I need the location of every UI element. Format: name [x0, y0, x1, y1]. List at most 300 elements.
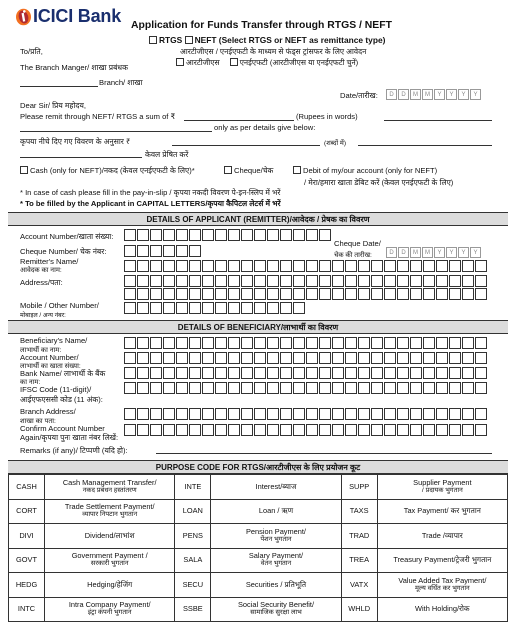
- char-box[interactable]: [371, 367, 383, 379]
- char-box[interactable]: [345, 275, 357, 287]
- char-box[interactable]: [163, 352, 175, 364]
- char-box[interactable]: [319, 288, 331, 300]
- char-box[interactable]: [267, 229, 279, 241]
- char-box[interactable]: [358, 382, 370, 394]
- char-box[interactable]: [462, 424, 474, 436]
- char-box[interactable]: [293, 408, 305, 420]
- char-box[interactable]: [254, 352, 266, 364]
- char-box[interactable]: [306, 229, 318, 241]
- char-box[interactable]: [293, 288, 305, 300]
- char-box[interactable]: [345, 408, 357, 420]
- char-box[interactable]: [384, 260, 396, 272]
- char-box[interactable]: [137, 367, 149, 379]
- char-box[interactable]: [306, 367, 318, 379]
- char-box[interactable]: [163, 288, 175, 300]
- char-box[interactable]: [319, 352, 331, 364]
- char-box[interactable]: [384, 408, 396, 420]
- char-box[interactable]: [189, 424, 201, 436]
- hindi-amount-field[interactable]: [172, 145, 320, 146]
- char-box[interactable]: [449, 367, 461, 379]
- char-box[interactable]: [137, 408, 149, 420]
- char-box[interactable]: [384, 382, 396, 394]
- char-box[interactable]: [189, 288, 201, 300]
- char-box[interactable]: [475, 408, 487, 420]
- char-box[interactable]: [202, 382, 214, 394]
- ifsc-boxes[interactable]: [124, 382, 488, 394]
- char-box[interactable]: [319, 382, 331, 394]
- char-box[interactable]: [267, 424, 279, 436]
- char-box[interactable]: [163, 260, 175, 272]
- char-box[interactable]: [436, 260, 448, 272]
- date-box[interactable]: D: [386, 247, 397, 258]
- char-box[interactable]: [124, 229, 136, 241]
- char-box[interactable]: [137, 302, 149, 314]
- char-box[interactable]: [319, 275, 331, 287]
- char-box[interactable]: [371, 288, 383, 300]
- char-box[interactable]: [319, 367, 331, 379]
- char-box[interactable]: [280, 352, 292, 364]
- char-box[interactable]: [254, 424, 266, 436]
- char-box[interactable]: [306, 337, 318, 349]
- char-box[interactable]: [176, 352, 188, 364]
- char-box[interactable]: [280, 424, 292, 436]
- char-box[interactable]: [124, 337, 136, 349]
- char-box[interactable]: [449, 408, 461, 420]
- char-box[interactable]: [449, 275, 461, 287]
- char-box[interactable]: [215, 382, 227, 394]
- char-box[interactable]: [150, 408, 162, 420]
- char-box[interactable]: [397, 260, 409, 272]
- char-box[interactable]: [332, 424, 344, 436]
- char-box[interactable]: [358, 337, 370, 349]
- char-box[interactable]: [449, 260, 461, 272]
- char-box[interactable]: [332, 352, 344, 364]
- pay-cheque-option[interactable]: [224, 166, 273, 176]
- char-box[interactable]: [293, 352, 305, 364]
- char-box[interactable]: [332, 260, 344, 272]
- char-box[interactable]: [280, 275, 292, 287]
- char-box[interactable]: [306, 352, 318, 364]
- char-box[interactable]: [462, 367, 474, 379]
- char-box[interactable]: [202, 302, 214, 314]
- char-box[interactable]: [137, 337, 149, 349]
- remarks-field[interactable]: [156, 453, 492, 454]
- date-box[interactable]: D: [398, 247, 409, 258]
- char-box[interactable]: [202, 288, 214, 300]
- char-box[interactable]: [254, 367, 266, 379]
- char-box[interactable]: [254, 408, 266, 420]
- char-box[interactable]: [241, 424, 253, 436]
- char-box[interactable]: [410, 408, 422, 420]
- char-box[interactable]: [150, 245, 162, 257]
- char-box[interactable]: [280, 260, 292, 272]
- hindi-words-field[interactable]: [358, 145, 492, 146]
- char-box[interactable]: [332, 367, 344, 379]
- date-box[interactable]: M: [410, 247, 421, 258]
- date-box[interactable]: Y: [470, 89, 481, 100]
- char-box[interactable]: [254, 260, 266, 272]
- char-box[interactable]: [215, 229, 227, 241]
- char-box[interactable]: [254, 302, 266, 314]
- char-box[interactable]: [462, 288, 474, 300]
- char-box[interactable]: [241, 275, 253, 287]
- char-box[interactable]: [423, 352, 435, 364]
- account-number-boxes[interactable]: [124, 229, 332, 241]
- char-box[interactable]: [475, 337, 487, 349]
- char-box[interactable]: [124, 382, 136, 394]
- char-box[interactable]: [280, 302, 292, 314]
- char-box[interactable]: [228, 352, 240, 364]
- char-box[interactable]: [267, 302, 279, 314]
- char-box[interactable]: [228, 382, 240, 394]
- char-box[interactable]: [189, 302, 201, 314]
- date-box[interactable]: M: [422, 89, 433, 100]
- char-box[interactable]: [137, 352, 149, 364]
- char-box[interactable]: [176, 288, 188, 300]
- date-box[interactable]: Y: [446, 89, 457, 100]
- char-box[interactable]: [306, 275, 318, 287]
- char-box[interactable]: [462, 382, 474, 394]
- char-box[interactable]: [423, 424, 435, 436]
- char-box[interactable]: [267, 260, 279, 272]
- char-box[interactable]: [436, 367, 448, 379]
- date-box[interactable]: Y: [446, 247, 457, 258]
- date-box[interactable]: M: [410, 89, 421, 100]
- char-box[interactable]: [228, 367, 240, 379]
- char-box[interactable]: [371, 337, 383, 349]
- char-box[interactable]: [293, 382, 305, 394]
- char-box[interactable]: [397, 288, 409, 300]
- branch-address-boxes[interactable]: [124, 408, 488, 420]
- char-box[interactable]: [436, 408, 448, 420]
- bank-name-boxes[interactable]: [124, 367, 488, 379]
- cash-checkbox[interactable]: [20, 166, 28, 174]
- char-box[interactable]: [449, 382, 461, 394]
- char-box[interactable]: [293, 302, 305, 314]
- char-box[interactable]: [267, 382, 279, 394]
- char-box[interactable]: [215, 337, 227, 349]
- char-box[interactable]: [137, 260, 149, 272]
- char-box[interactable]: [293, 260, 305, 272]
- char-box[interactable]: [436, 382, 448, 394]
- char-box[interactable]: [410, 288, 422, 300]
- char-box[interactable]: [137, 424, 149, 436]
- date-box[interactable]: D: [386, 89, 397, 100]
- char-box[interactable]: [397, 337, 409, 349]
- char-box[interactable]: [371, 424, 383, 436]
- char-box[interactable]: [241, 367, 253, 379]
- char-box[interactable]: [384, 352, 396, 364]
- char-box[interactable]: [267, 352, 279, 364]
- char-box[interactable]: [280, 408, 292, 420]
- char-box[interactable]: [137, 288, 149, 300]
- char-box[interactable]: [241, 337, 253, 349]
- char-box[interactable]: [397, 275, 409, 287]
- char-box[interactable]: [358, 260, 370, 272]
- char-box[interactable]: [371, 260, 383, 272]
- char-box[interactable]: [163, 229, 175, 241]
- char-box[interactable]: [462, 337, 474, 349]
- char-box[interactable]: [462, 352, 474, 364]
- char-box[interactable]: [150, 302, 162, 314]
- char-box[interactable]: [150, 229, 162, 241]
- char-box[interactable]: [397, 352, 409, 364]
- char-box[interactable]: [436, 275, 448, 287]
- char-box[interactable]: [449, 337, 461, 349]
- char-box[interactable]: [293, 275, 305, 287]
- char-box[interactable]: [189, 260, 201, 272]
- char-box[interactable]: [306, 382, 318, 394]
- char-box[interactable]: [475, 260, 487, 272]
- char-box[interactable]: [124, 352, 136, 364]
- char-box[interactable]: [241, 408, 253, 420]
- char-box[interactable]: [280, 367, 292, 379]
- char-box[interactable]: [124, 408, 136, 420]
- char-box[interactable]: [124, 367, 136, 379]
- char-box[interactable]: [423, 288, 435, 300]
- char-box[interactable]: [215, 367, 227, 379]
- char-box[interactable]: [267, 288, 279, 300]
- char-box[interactable]: [189, 352, 201, 364]
- char-box[interactable]: [462, 260, 474, 272]
- char-box[interactable]: [176, 382, 188, 394]
- char-box[interactable]: [475, 382, 487, 394]
- char-box[interactable]: [228, 288, 240, 300]
- char-box[interactable]: [319, 408, 331, 420]
- char-box[interactable]: [228, 424, 240, 436]
- date-box[interactable]: Y: [434, 89, 445, 100]
- char-box[interactable]: [202, 229, 214, 241]
- char-box[interactable]: [228, 275, 240, 287]
- char-box[interactable]: [306, 424, 318, 436]
- char-box[interactable]: [163, 367, 175, 379]
- char-box[interactable]: [449, 288, 461, 300]
- char-box[interactable]: [228, 260, 240, 272]
- char-box[interactable]: [358, 408, 370, 420]
- char-box[interactable]: [163, 408, 175, 420]
- char-box[interactable]: [189, 337, 201, 349]
- char-box[interactable]: [449, 424, 461, 436]
- char-box[interactable]: [228, 229, 240, 241]
- char-box[interactable]: [371, 408, 383, 420]
- char-box[interactable]: [397, 367, 409, 379]
- date-boxes[interactable]: [386, 89, 482, 100]
- char-box[interactable]: [228, 302, 240, 314]
- char-box[interactable]: [176, 424, 188, 436]
- char-box[interactable]: [150, 367, 162, 379]
- char-box[interactable]: [241, 382, 253, 394]
- char-box[interactable]: [345, 382, 357, 394]
- pay-cash-option[interactable]: [20, 166, 195, 176]
- cheque-checkbox[interactable]: [224, 166, 232, 174]
- char-box[interactable]: [280, 337, 292, 349]
- neft-hindi-checkbox[interactable]: [230, 58, 238, 66]
- char-box[interactable]: [163, 424, 175, 436]
- char-box[interactable]: [423, 337, 435, 349]
- char-box[interactable]: [202, 367, 214, 379]
- char-box[interactable]: [202, 337, 214, 349]
- char-box[interactable]: [228, 337, 240, 349]
- char-box[interactable]: [306, 260, 318, 272]
- char-box[interactable]: [410, 275, 422, 287]
- char-box[interactable]: [358, 288, 370, 300]
- date-box[interactable]: Y: [458, 247, 469, 258]
- char-box[interactable]: [475, 367, 487, 379]
- char-box[interactable]: [462, 275, 474, 287]
- char-box[interactable]: [319, 424, 331, 436]
- char-box[interactable]: [150, 382, 162, 394]
- char-box[interactable]: [280, 382, 292, 394]
- char-box[interactable]: [280, 288, 292, 300]
- char-box[interactable]: [267, 275, 279, 287]
- char-box[interactable]: [423, 275, 435, 287]
- char-box[interactable]: [345, 260, 357, 272]
- char-box[interactable]: [371, 275, 383, 287]
- char-box[interactable]: [176, 367, 188, 379]
- char-box[interactable]: [176, 229, 188, 241]
- char-box[interactable]: [410, 367, 422, 379]
- char-box[interactable]: [137, 275, 149, 287]
- char-box[interactable]: [215, 424, 227, 436]
- debit-checkbox[interactable]: [293, 166, 301, 174]
- char-box[interactable]: [176, 337, 188, 349]
- char-box[interactable]: [280, 229, 292, 241]
- char-box[interactable]: [241, 352, 253, 364]
- char-box[interactable]: [163, 337, 175, 349]
- char-box[interactable]: [397, 424, 409, 436]
- char-box[interactable]: [319, 229, 331, 241]
- char-box[interactable]: [202, 408, 214, 420]
- char-box[interactable]: [345, 424, 357, 436]
- char-box[interactable]: [163, 382, 175, 394]
- char-box[interactable]: [137, 245, 149, 257]
- char-box[interactable]: [254, 288, 266, 300]
- char-box[interactable]: [384, 275, 396, 287]
- char-box[interactable]: [358, 275, 370, 287]
- beneficiary-account-boxes[interactable]: [124, 352, 488, 364]
- char-box[interactable]: [384, 424, 396, 436]
- char-box[interactable]: [241, 288, 253, 300]
- char-box[interactable]: [410, 382, 422, 394]
- confirm-account-boxes[interactable]: [124, 424, 488, 436]
- char-box[interactable]: [384, 367, 396, 379]
- rtgs-checkbox[interactable]: [149, 36, 157, 44]
- char-box[interactable]: [176, 275, 188, 287]
- char-box[interactable]: [163, 245, 175, 257]
- char-box[interactable]: [436, 288, 448, 300]
- char-box[interactable]: [124, 424, 136, 436]
- char-box[interactable]: [293, 337, 305, 349]
- char-box[interactable]: [371, 352, 383, 364]
- date-box[interactable]: Y: [458, 89, 469, 100]
- char-box[interactable]: [215, 260, 227, 272]
- date-box[interactable]: D: [398, 89, 409, 100]
- amount-words-field[interactable]: [384, 120, 492, 121]
- char-box[interactable]: [202, 424, 214, 436]
- rtgs-hindi-checkbox[interactable]: [176, 58, 184, 66]
- char-box[interactable]: [371, 382, 383, 394]
- char-box[interactable]: [345, 288, 357, 300]
- amount-words-field-2[interactable]: [20, 131, 212, 132]
- char-box[interactable]: [267, 367, 279, 379]
- char-box[interactable]: [475, 288, 487, 300]
- char-box[interactable]: [124, 260, 136, 272]
- char-box[interactable]: [475, 424, 487, 436]
- char-box[interactable]: [124, 245, 136, 257]
- char-box[interactable]: [423, 408, 435, 420]
- char-box[interactable]: [332, 275, 344, 287]
- char-box[interactable]: [241, 302, 253, 314]
- branch-field[interactable]: [20, 86, 98, 87]
- char-box[interactable]: [306, 408, 318, 420]
- char-box[interactable]: [150, 275, 162, 287]
- char-box[interactable]: [189, 275, 201, 287]
- address-boxes-1[interactable]: [124, 275, 488, 287]
- beneficiary-name-boxes[interactable]: [124, 337, 488, 349]
- char-box[interactable]: [475, 352, 487, 364]
- char-box[interactable]: [410, 337, 422, 349]
- char-box[interactable]: [150, 260, 162, 272]
- char-box[interactable]: [345, 352, 357, 364]
- char-box[interactable]: [215, 302, 227, 314]
- char-box[interactable]: [358, 424, 370, 436]
- char-box[interactable]: [215, 288, 227, 300]
- amount-field[interactable]: [184, 120, 294, 121]
- char-box[interactable]: [293, 424, 305, 436]
- char-box[interactable]: [384, 337, 396, 349]
- address-boxes-2[interactable]: [124, 288, 488, 300]
- char-box[interactable]: [345, 367, 357, 379]
- cheque-number-boxes[interactable]: [124, 245, 202, 257]
- char-box[interactable]: [163, 302, 175, 314]
- char-box[interactable]: [124, 288, 136, 300]
- char-box[interactable]: [332, 382, 344, 394]
- char-box[interactable]: [176, 302, 188, 314]
- char-box[interactable]: [124, 302, 136, 314]
- hindi-words-field-2[interactable]: [20, 157, 142, 158]
- char-box[interactable]: [410, 352, 422, 364]
- char-box[interactable]: [254, 337, 266, 349]
- char-box[interactable]: [202, 352, 214, 364]
- char-box[interactable]: [267, 408, 279, 420]
- char-box[interactable]: [254, 275, 266, 287]
- char-box[interactable]: [150, 337, 162, 349]
- char-box[interactable]: [150, 288, 162, 300]
- char-box[interactable]: [267, 337, 279, 349]
- char-box[interactable]: [241, 229, 253, 241]
- date-box[interactable]: Y: [470, 247, 481, 258]
- char-box[interactable]: [202, 260, 214, 272]
- char-box[interactable]: [124, 275, 136, 287]
- char-box[interactable]: [176, 245, 188, 257]
- char-box[interactable]: [254, 229, 266, 241]
- date-box[interactable]: M: [422, 247, 433, 258]
- cheque-date-boxes[interactable]: [386, 247, 482, 258]
- char-box[interactable]: [462, 408, 474, 420]
- char-box[interactable]: [423, 382, 435, 394]
- char-box[interactable]: [319, 260, 331, 272]
- char-box[interactable]: [176, 408, 188, 420]
- char-box[interactable]: [358, 352, 370, 364]
- char-box[interactable]: [202, 275, 214, 287]
- char-box[interactable]: [410, 424, 422, 436]
- char-box[interactable]: [332, 288, 344, 300]
- char-box[interactable]: [254, 382, 266, 394]
- char-box[interactable]: [449, 352, 461, 364]
- char-box[interactable]: [475, 275, 487, 287]
- char-box[interactable]: [137, 382, 149, 394]
- char-box[interactable]: [293, 367, 305, 379]
